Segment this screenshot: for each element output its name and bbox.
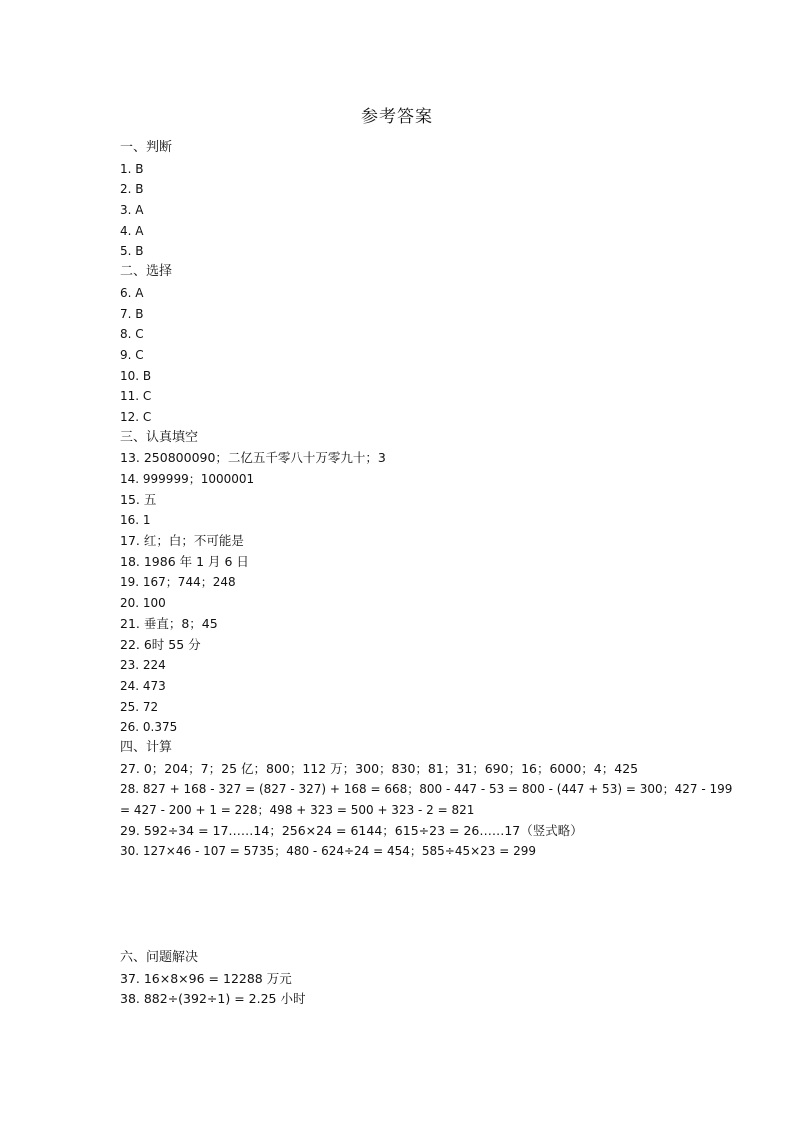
answer-line: 1. B	[120, 161, 144, 176]
answer-line: 17. 红；白；不可能是	[120, 533, 244, 549]
answer-line: 38. 882÷(392÷1) = 2.25 小时	[120, 991, 306, 1007]
section-heading: 四、计算	[120, 739, 173, 755]
answer-line: 27. 0；204；7；25 亿；800；112 万；300；830；81；31；690；16；6000；4；425	[120, 760, 639, 776]
answer-line: 19. 167；744；248	[120, 575, 236, 590]
answer-line: 37. 16×8×96 = 12288 万元	[120, 970, 292, 986]
answer-line: 22. 6时 55 分	[120, 636, 201, 652]
answer-line: 28. 827 + 168 - 327 = (827 - 327) + 168 = 668；800 - 447 - 53 = 800 - (447 + 53) = 300；427 - 199	[120, 782, 733, 797]
page-title: 参考答案	[361, 107, 433, 127]
answer-line: 8. C	[120, 327, 144, 342]
answer-line: 20. 100	[120, 596, 166, 611]
answer-line: 2. B	[120, 182, 144, 197]
section-heading: 二、选择	[120, 264, 173, 280]
answer-line: 30. 127×46 - 107 = 5735；480 - 624÷24 = 454；585÷45×23 = 299	[120, 844, 537, 859]
answer-line: 21. 垂直；8；45	[120, 615, 218, 631]
section-heading: 六、问题解决	[120, 950, 199, 965]
answer-line: 16. 1	[120, 513, 151, 528]
answer-line: 3. A	[120, 203, 144, 218]
answer-line: 15. 五	[120, 491, 157, 507]
answer-line: = 427 - 200 + 1 = 228；498 + 323 = 500 + 323 - 2 = 821	[120, 803, 475, 817]
answer-line: 14. 999999；1000001	[120, 472, 255, 486]
answer-line: 7. B	[120, 306, 144, 321]
answer-line: 5. B	[120, 244, 144, 259]
answers-block-main	[120, 138, 733, 862]
answer-line: 10. B	[120, 368, 152, 383]
answer-line: 18. 1986 年 1 月 6 日	[120, 553, 249, 569]
answer-line: 11. C	[120, 389, 152, 404]
answer-line: 24. 473	[120, 678, 166, 693]
answer-line: 6. A	[120, 285, 144, 300]
answers-block-problems	[120, 948, 720, 1010]
answer-line: 23. 224	[120, 658, 166, 673]
answer-line: 26. 0.375	[120, 720, 178, 735]
section-heading: 三、认真填空	[120, 429, 199, 445]
answer-line: 29. 592÷34 = 17……14；256×24 = 6144；615÷23 = 26……17（竖式略）	[120, 822, 583, 838]
answer-line: 4. A	[120, 223, 144, 238]
answer-line: 12. C	[120, 409, 152, 424]
answer-line: 25. 72	[120, 699, 159, 714]
answer-line: 9. C	[120, 347, 144, 362]
answer-line: 13. 250800090；二亿五千零八十万零九十；3	[120, 450, 386, 466]
section-heading: 一、判断	[120, 140, 173, 155]
